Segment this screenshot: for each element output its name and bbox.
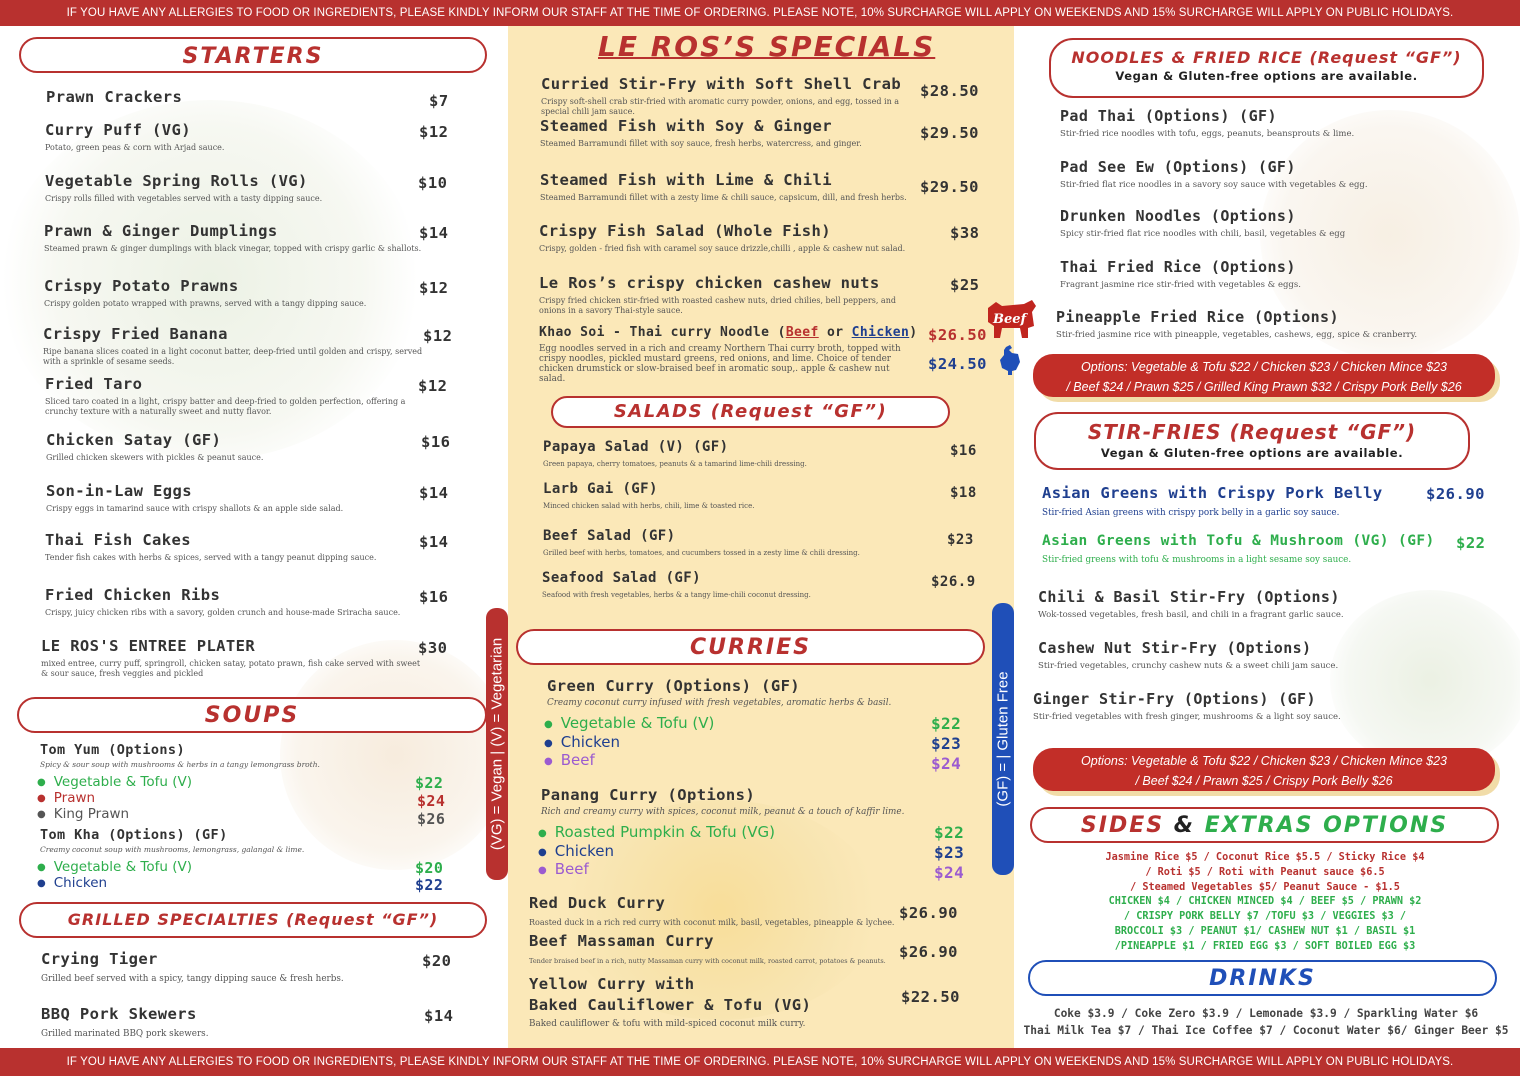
salad-name: Seafood Salad (GF) xyxy=(542,570,701,586)
starter-price: $16 xyxy=(421,433,451,451)
panang-curry-price-beef: $24 xyxy=(934,863,965,882)
chicken-icon xyxy=(996,344,1022,376)
option-label: Roasted Pumpkin & Tofu (VG) xyxy=(554,823,776,841)
khao-soi-desc: Egg noodles served in a rich and creamy Northern Thai curry broth, topped with crispy noodles, pickled mustard greens, red onions, and lime. Choice of tender chicken drumstick or slow-braised beef in aromatic soup,. apple & cashew nut salad. xyxy=(539,344,901,384)
noodle-dish-item xyxy=(1060,107,1500,139)
noodle-dish-desc: Spicy stir-fried flat rice noodles with chili, basil, vegetables & egg xyxy=(1060,229,1346,239)
option-label: Vegetable & Tofu (V) xyxy=(53,859,192,875)
special-desc: Crispy soft-shell crab stir-fried with aromatic curry powder, onions, and egg, tossed in a special chili jam sauce. xyxy=(541,97,900,116)
salad-price: $16 xyxy=(950,443,977,459)
allergy-banner-bottom: IF YOU HAVE ANY ALLERGIES TO FOOD OR INGREDIENTS, PLEASE KINDLY INFORM OUR STAFF AT THE TIME OF ORDERING. PLEASE NOTE, 10% SURCHARGE WILL APPLY ON WEEKENDS AND 15% SURCHARGE WILL APPLY ON PUBLIC HOLIDAYS. xyxy=(0,1048,1520,1076)
noodle-dish-name: Thai Fried Rice (Options) xyxy=(1060,258,1296,276)
salad-desc: Grilled beef with herbs, tomatoes, and cucumbers tossed in a zesty lime & chili dressing. xyxy=(543,549,860,557)
starter-desc: Sliced taro coated in a light, crispy batter and deep-fried to golden perfection, offering a crunchy texture with a naturally sweet and nutty flavor. xyxy=(45,397,406,416)
special-item xyxy=(540,117,925,149)
sides-rice-list xyxy=(1034,850,1496,895)
special-price: $29.50 xyxy=(920,124,979,142)
bbq-pork-item xyxy=(41,1005,461,1039)
yellow-curry-item xyxy=(529,975,929,1029)
starter-name: Son-in-Law Eggs xyxy=(46,482,192,500)
noodle-dish-desc: Stir-fried rice noodles with tofu, eggs, peanuts, beansprouts & lime. xyxy=(1060,129,1355,139)
noodles-options-line1: Options: Vegetable & Tofu $22 / Chicken $23 / Chicken Mince $23 xyxy=(1081,360,1447,374)
tom-yum-price-veg: $22 xyxy=(415,774,444,792)
salad-item xyxy=(543,481,923,511)
starter-desc: Steamed prawn & ginger dumplings with black vinegar, topped with crispy garlic & shallots. xyxy=(44,244,422,253)
special-desc: Steamed Barramundi fillet with soy sauce, fresh herbs, watercress, and ginger. xyxy=(540,139,862,148)
noodles-subtitle: Vegan & Gluten-free options are available. xyxy=(1115,69,1418,83)
extras-line: CHICKEN $4 / CHICKEN MINCED $4 / BEEF $5 / PRAWN $2 xyxy=(1108,896,1422,907)
noodle-dish-item xyxy=(1060,207,1500,239)
starters-title: STARTERS xyxy=(182,44,324,69)
crying-tiger-name: Crying Tiger xyxy=(41,950,158,968)
drinks-title: DRINKS xyxy=(1209,966,1316,991)
starter-price: $12 xyxy=(419,123,449,141)
special-name: Crispy Fish Salad (Whole Fish) xyxy=(539,222,831,240)
asian-greens-pork-name: Asian Greens with Crispy Pork Belly xyxy=(1042,484,1383,502)
asian-greens-pork-desc: Stir-fried Asian greens with crispy pork belly in a garlic soy sauce. xyxy=(1042,508,1340,518)
crying-tiger-item xyxy=(41,950,461,984)
red-duck-curry-name: Red Duck Curry xyxy=(529,894,666,912)
salads-title: SALADS (Request “GF”) xyxy=(613,401,888,422)
red-duck-curry-desc: Roasted duck in a rich red curry with coconut milk, basil, vegetables, pineapple & lychee. xyxy=(529,918,895,927)
salad-item xyxy=(543,528,923,558)
special-name: Le Ros’s crispy chicken cashew nuts xyxy=(539,274,880,292)
stirfries-title: STIR-FRIES (Request “GF”) xyxy=(1087,420,1417,444)
tom-yum-option-king-prawn: ● King Prawn xyxy=(37,806,130,822)
green-curry-price-beef: $24 xyxy=(931,754,962,773)
extras-list xyxy=(1034,894,1496,954)
stirfry-name: Ginger Stir-Fry (Options) (GF) xyxy=(1033,690,1316,708)
bbq-pork-name: BBQ Pork Skewers xyxy=(41,1005,197,1023)
starter-item xyxy=(45,375,425,417)
panang-curry-option-chicken: ● Chicken xyxy=(538,842,615,860)
special-desc: Steamed Barramundi fillet with a zesty lime & chili sauce, capsicum, dill, and fresh herbs. xyxy=(540,193,907,202)
salad-item xyxy=(542,570,922,600)
starter-price: $12 xyxy=(423,327,453,345)
khao-soi-item xyxy=(539,325,919,384)
starters-header xyxy=(19,37,487,73)
salad-desc: Minced chicken salad with herbs, chili, lime & toasted rice. xyxy=(543,502,755,510)
starter-name: Vegetable Spring Rolls (VG) xyxy=(45,172,308,190)
khao-soi-price-beef: $26.50 xyxy=(928,326,987,344)
sides-title xyxy=(1032,809,1497,843)
panang-curry-price-veg: $22 xyxy=(934,823,965,842)
tom-yum-price-prawn: $24 xyxy=(417,792,446,810)
panang-curry-option-beef: ● Beef xyxy=(538,860,589,878)
green-curry-price-chicken: $23 xyxy=(931,734,962,753)
khao-soi-name xyxy=(539,325,919,340)
yellow-curry-desc: Baked cauliflower & tofu with mild-spiced coconut milk curry. xyxy=(529,1019,806,1029)
noodle-dish-name: Pad Thai (Options) (GF) xyxy=(1060,107,1277,125)
sides-line: / Steamed Vegetables $5/ Peanut Sauce - $1.5 xyxy=(1130,882,1400,893)
stirfries-options-line1: Options: Vegetable & Tofu $22 / Chicken $23 / Chicken Mince $23 xyxy=(1081,754,1447,768)
starter-name: Crispy Fried Banana xyxy=(43,325,228,343)
salad-price: $26.9 xyxy=(931,574,976,590)
tom-yum-option-prawn: ● Prawn xyxy=(37,790,96,806)
gluten-free-legend-text: (GF) = | Gluten Free xyxy=(994,671,1012,807)
starter-item xyxy=(46,431,426,463)
option-label: Beef xyxy=(554,860,589,878)
stirfry-desc: Stir-fried vegetables, crunchy cashew nuts & a sweet chili jam sauce. xyxy=(1038,661,1339,671)
starter-name: Chicken Satay (GF) xyxy=(46,431,222,449)
noodle-dish-desc: Stir-fried flat rice noodles in a savory soy sauce with vegetables & egg. xyxy=(1060,180,1368,190)
starter-desc: Crispy rolls filled with vegetables served with a tasty dipping sauce. xyxy=(45,194,323,203)
grilled-header xyxy=(19,902,487,938)
massaman-curry-desc: Tender braised beef in a rich, nutty Massaman curry with coconut milk, roasted carrot, potatoes & peanuts. xyxy=(529,957,886,965)
tom-yum-desc: Spicy & sour soup with mushrooms & herbs in a tangy lemongrass broth. xyxy=(40,760,320,769)
asian-greens-tofu-price: $22 xyxy=(1456,534,1486,552)
green-curry-price-veg: $22 xyxy=(931,714,962,733)
bbq-pork-price: $14 xyxy=(424,1007,454,1025)
starter-desc: Crispy, juicy chicken ribs with a savory, golden crunch and house-made Sriracha sauce. xyxy=(45,608,401,617)
khao-soi-chicken-option: Chicken xyxy=(851,325,910,340)
vegan-legend-bar xyxy=(486,608,508,880)
stirfries-subtitle: Vegan & Gluten-free options are available. xyxy=(1100,446,1404,460)
noodle-dish-item xyxy=(1056,308,1496,340)
special-desc: Crispy fried chicken stir-fried with roasted cashew nuts, dried chilies, bell peppers, and onions in a savory Thai-style sauce. xyxy=(539,296,896,315)
starter-desc: Grilled chicken skewers with pickles & peanut sauce. xyxy=(46,453,264,462)
starter-price: $16 xyxy=(419,588,449,606)
starter-item xyxy=(43,325,423,367)
noodle-dish-item xyxy=(1060,258,1500,290)
starter-desc: Ripe banana slices coated in a light coconut batter, deep-fried until golden and crispy, served with a sprinkle of sesame seeds. xyxy=(43,347,423,366)
special-price: $29.50 xyxy=(920,178,979,196)
sides-header xyxy=(1030,807,1499,843)
option-label: King Prawn xyxy=(53,806,130,822)
special-item xyxy=(539,274,924,316)
green-curry-option-chicken: ● Chicken xyxy=(544,733,621,751)
starter-price: $12 xyxy=(419,279,449,297)
yellow-curry-name-line2: Baked Cauliflower & Tofu (VG) xyxy=(529,996,812,1014)
green-curry-desc: Creamy coconut curry infused with fresh vegetables, aromatic herbs & basil. xyxy=(547,698,892,708)
starter-item xyxy=(45,531,425,563)
salad-item xyxy=(543,439,923,469)
starter-price: $14 xyxy=(419,484,449,502)
massaman-curry-item xyxy=(529,932,909,966)
special-item xyxy=(539,222,924,254)
starter-item xyxy=(45,172,425,204)
crying-tiger-price: $20 xyxy=(422,952,452,970)
drinks-list xyxy=(1018,1005,1514,1039)
starter-item xyxy=(44,222,424,254)
panang-curry-price-chicken: $23 xyxy=(934,843,965,862)
option-label: Chicken xyxy=(554,842,615,860)
allergy-banner-top: IF YOU HAVE ANY ALLERGIES TO FOOD OR INGREDIENTS, PLEASE KINDLY INFORM OUR STAFF AT THE TIME OF ORDERING. PLEASE NOTE, 10% SURCHARGE WILL APPLY ON WEEKENDS AND 15% SURCHARGE WILL APPLY ON PUBLIC HOLIDAYS. xyxy=(0,0,1520,26)
noodles-options-line2: / Beef $24 / Prawn $25 / Grilled King Prawn $32 / Crispy Pork Belly $26 xyxy=(1066,380,1462,394)
option-label: Vegetable & Tofu (V) xyxy=(53,774,192,790)
soups-header xyxy=(17,697,487,733)
massaman-curry-price: $26.90 xyxy=(899,943,958,961)
sides-line: / Roti $5 / Roti with Peanut sauce $6.5 xyxy=(1145,867,1385,878)
starter-name: Prawn Crackers xyxy=(46,88,183,106)
tom-yum-name: Tom Yum (Options) xyxy=(40,742,185,758)
stirfry-name: Chili & Basil Stir-Fry (Options) xyxy=(1038,588,1340,606)
asian-greens-tofu-item xyxy=(1042,533,1482,565)
starter-item xyxy=(44,277,424,309)
stirfries-header xyxy=(1034,412,1470,470)
starter-price: $14 xyxy=(419,533,449,551)
starter-item xyxy=(45,121,425,153)
asian-greens-pork-price: $26.90 xyxy=(1426,485,1485,503)
specials-title: LE ROS’S SPECIALS xyxy=(598,30,936,63)
starter-price: $14 xyxy=(419,224,449,242)
noodles-options-banner xyxy=(1033,354,1495,397)
sides-title-extras: EXTRAS OPTIONS xyxy=(1204,813,1449,838)
salads-header xyxy=(551,396,950,428)
stirfries-options-banner xyxy=(1033,748,1495,791)
tom-yum-item xyxy=(40,742,420,770)
bbq-pork-desc: Grilled marinated BBQ pork skewers. xyxy=(41,1029,209,1039)
starter-desc: Tender fish cakes with herbs & spices, served with a tangy peanut dipping sauce. xyxy=(45,553,377,562)
starter-item xyxy=(46,88,426,110)
sides-title-sides: SIDES xyxy=(1080,813,1165,838)
tom-kha-price-veg: $20 xyxy=(415,859,444,877)
stirfry-item xyxy=(1033,690,1473,722)
green-curry-name: Green Curry (Options) (GF) xyxy=(547,677,801,695)
starter-name: LE ROS'S ENTREE PLATER xyxy=(41,637,256,655)
drinks-line: Coke $3.9 / Coke Zero $3.9 / Lemonade $3.9 / Sparkling Water $6 xyxy=(1053,1007,1479,1020)
option-label: Prawn xyxy=(53,790,96,806)
salad-price: $18 xyxy=(950,485,977,501)
special-name: Curried Stir-Fry with Soft Shell Crab xyxy=(541,75,902,93)
soups-title: SOUPS xyxy=(204,703,300,728)
khao-soi-label: Khao Soi - Thai curry Noodle ( xyxy=(539,325,786,340)
starter-price: $10 xyxy=(418,174,448,192)
option-label: Chicken xyxy=(53,875,108,891)
tom-kha-option-veg: ● Vegetable & Tofu (V) xyxy=(37,859,192,875)
stirfry-item xyxy=(1038,588,1478,620)
noodle-dish-name: Pineapple Fried Rice (Options) xyxy=(1056,308,1339,326)
panang-curry-item xyxy=(541,786,961,817)
khao-soi-beef-option: Beef xyxy=(785,325,819,340)
starter-name: Fried Chicken Ribs xyxy=(45,586,221,604)
starter-name: Fried Taro xyxy=(45,375,143,393)
curries-header xyxy=(516,629,985,665)
extras-line: /PINEAPPLE $1 / FRIED EGG $3 / SOFT BOILED EGG $3 xyxy=(1114,941,1416,952)
noodle-dish-name: Drunken Noodles (Options) xyxy=(1060,207,1296,225)
curries-title: CURRIES xyxy=(690,635,811,660)
panang-curry-option-veg: ● Roasted Pumpkin & Tofu (VG) xyxy=(538,823,776,841)
stirfry-desc: Stir-fried vegetables with fresh ginger, mushrooms & a light soy sauce. xyxy=(1033,712,1341,722)
green-curry-option-veg: ● Vegetable & Tofu (V) xyxy=(544,714,715,732)
special-desc: Crispy, golden - fried fish with caramel soy sauce drizzle,chilli , apple & cashew nut salad. xyxy=(539,244,906,253)
starter-desc: Crispy golden potato wrapped with prawns, served with a tangy dipping sauce. xyxy=(44,299,367,308)
salad-price: $23 xyxy=(947,532,974,548)
drinks-header xyxy=(1028,960,1497,996)
massaman-curry-name: Beef Massaman Curry xyxy=(529,932,714,950)
special-price: $38 xyxy=(950,224,980,242)
asian-greens-tofu-name: Asian Greens with Tofu & Mushroom (VG) (GF) xyxy=(1042,533,1435,549)
starter-name: Thai Fish Cakes xyxy=(45,531,191,549)
yellow-curry-price: $22.50 xyxy=(901,988,960,1006)
starter-price: $30 xyxy=(418,639,448,657)
sides-line: Jasmine Rice $5 / Coconut Rice $5.5 / Sticky Rice $4 xyxy=(1105,852,1425,863)
sides-title-amp: & xyxy=(1173,813,1195,838)
tom-kha-price-chicken: $22 xyxy=(415,876,444,894)
khao-soi-close: ) xyxy=(909,325,918,340)
starter-desc: Crispy eggs in tamarind sauce with crispy shallots & an apple side salad. xyxy=(46,504,344,513)
extras-line: / CRISPY PORK BELLY $7 /TOFU $3 / VEGGIES $3 / xyxy=(1123,911,1407,922)
red-duck-curry-price: $26.90 xyxy=(899,904,958,922)
special-price: $25 xyxy=(950,276,980,294)
starter-price: $12 xyxy=(418,377,448,395)
asian-greens-tofu-desc: Stir-fried greens with tofu & mushrooms in a light sesame soy sauce. xyxy=(1042,555,1352,565)
tom-kha-item xyxy=(40,827,420,855)
special-name: Steamed Fish with Soy & Ginger xyxy=(540,117,832,135)
asian-greens-pork-item xyxy=(1042,484,1482,518)
beef-cow-icon xyxy=(982,296,1040,340)
special-item xyxy=(540,171,925,203)
crying-tiger-desc: Grilled beef served with a spicy, tangy dipping sauce & fresh herbs. xyxy=(41,974,344,984)
extras-line: BROCCOLI $3 / PEANUT $1/ CASHEW NUT $1 / BASIL $1 xyxy=(1114,926,1416,937)
panang-curry-desc: Rich and creamy curry with spices, coconut milk, peanut & a touch of kaffir lime. xyxy=(541,807,905,817)
special-item xyxy=(541,75,926,117)
vegan-legend-text: (VG) = Vegan | (V) = Vegetarian xyxy=(488,637,506,851)
salad-desc: Seafood with fresh vegetables, herbs & a tangy lime-chili coconut dressing. xyxy=(542,591,811,599)
stirfry-name: Cashew Nut Stir-Fry (Options) xyxy=(1038,639,1312,657)
option-label: Vegetable & Tofu (V) xyxy=(560,714,715,732)
khao-soi-price-chicken: $24.50 xyxy=(928,355,987,373)
grilled-title: GRILLED SPECIALTIES (Request “GF”) xyxy=(67,910,439,929)
stirfry-item xyxy=(1038,639,1478,671)
stirfries-options-line2: / Beef $24 / Prawn $25 / Crispy Pork Belly $26 xyxy=(1135,774,1393,788)
salad-name: Larb Gai (GF) xyxy=(543,481,658,497)
noodle-dish-item xyxy=(1060,158,1500,190)
starter-name: Crispy Potato Prawns xyxy=(44,277,239,295)
stirfry-desc: Wok-tossed vegetables, fresh basil, and chili in a fragrant garlic sauce. xyxy=(1038,610,1344,620)
red-duck-curry-item xyxy=(529,894,909,928)
option-label: Chicken xyxy=(560,733,621,751)
starter-item xyxy=(45,586,425,618)
special-name: Steamed Fish with Lime & Chili xyxy=(540,171,832,189)
starter-name: Prawn & Ginger Dumplings xyxy=(44,222,278,240)
starter-desc: mixed entree, curry puff, springroll, chicken satay, potato prawn, fish cake served with sweet & sour sauce, fresh veggies and pickled xyxy=(41,659,421,678)
tom-kha-name: Tom Kha (Options) (GF) xyxy=(40,827,228,843)
starter-name: Curry Puff (VG) xyxy=(45,121,191,139)
starter-desc: Potato, green peas & corn with Arjad sauce. xyxy=(45,143,225,152)
noodle-dish-desc: Stir-fried jasmine rice with pineapple, vegetables, cashews, egg, spice & cranberry. xyxy=(1056,330,1418,340)
tom-kha-desc: Creamy coconut soup with mushrooms, lemongrass, galangal & lime. xyxy=(40,845,305,854)
noodles-title: NOODLES & FRIED RICE (Request “GF”) xyxy=(1071,48,1462,67)
gluten-free-legend-bar xyxy=(992,603,1014,875)
starter-item xyxy=(41,637,421,679)
beef-badge-text: Beef xyxy=(993,312,1027,327)
noodle-dish-desc: Fragrant jasmine rice stir-fried with vegetables & eggs. xyxy=(1060,280,1301,290)
option-label: Beef xyxy=(560,751,595,769)
drinks-line: Thai Milk Tea $7 / Thai Ice Coffee $7 / Coconut Water $6/ Ginger Beer $5 xyxy=(1023,1024,1509,1037)
noodle-dish-name: Pad See Ew (Options) (GF) xyxy=(1060,158,1296,176)
tom-yum-option-veg: ● Vegetable & Tofu (V) xyxy=(37,774,192,790)
noodles-header xyxy=(1049,38,1484,98)
tom-yum-price-king-prawn: $26 xyxy=(417,810,446,828)
yellow-curry-name-line1: Yellow Curry with xyxy=(529,975,695,993)
khao-soi-or: or xyxy=(818,325,852,340)
salad-name: Papaya Salad (V) (GF) xyxy=(543,439,729,455)
green-curry-option-beef: ● Beef xyxy=(544,751,595,769)
panang-curry-name: Panang Curry (Options) xyxy=(541,786,756,804)
salad-name: Beef Salad (GF) xyxy=(543,528,676,544)
starter-item xyxy=(46,482,426,514)
special-price: $28.50 xyxy=(920,82,979,100)
starter-price: $7 xyxy=(429,92,449,110)
green-curry-item xyxy=(547,677,967,708)
salad-desc: Green papaya, cherry tomatoes, peanuts & a tamarind lime-chili dressing. xyxy=(543,460,807,468)
tom-kha-option-chicken: ● Chicken xyxy=(37,875,108,891)
